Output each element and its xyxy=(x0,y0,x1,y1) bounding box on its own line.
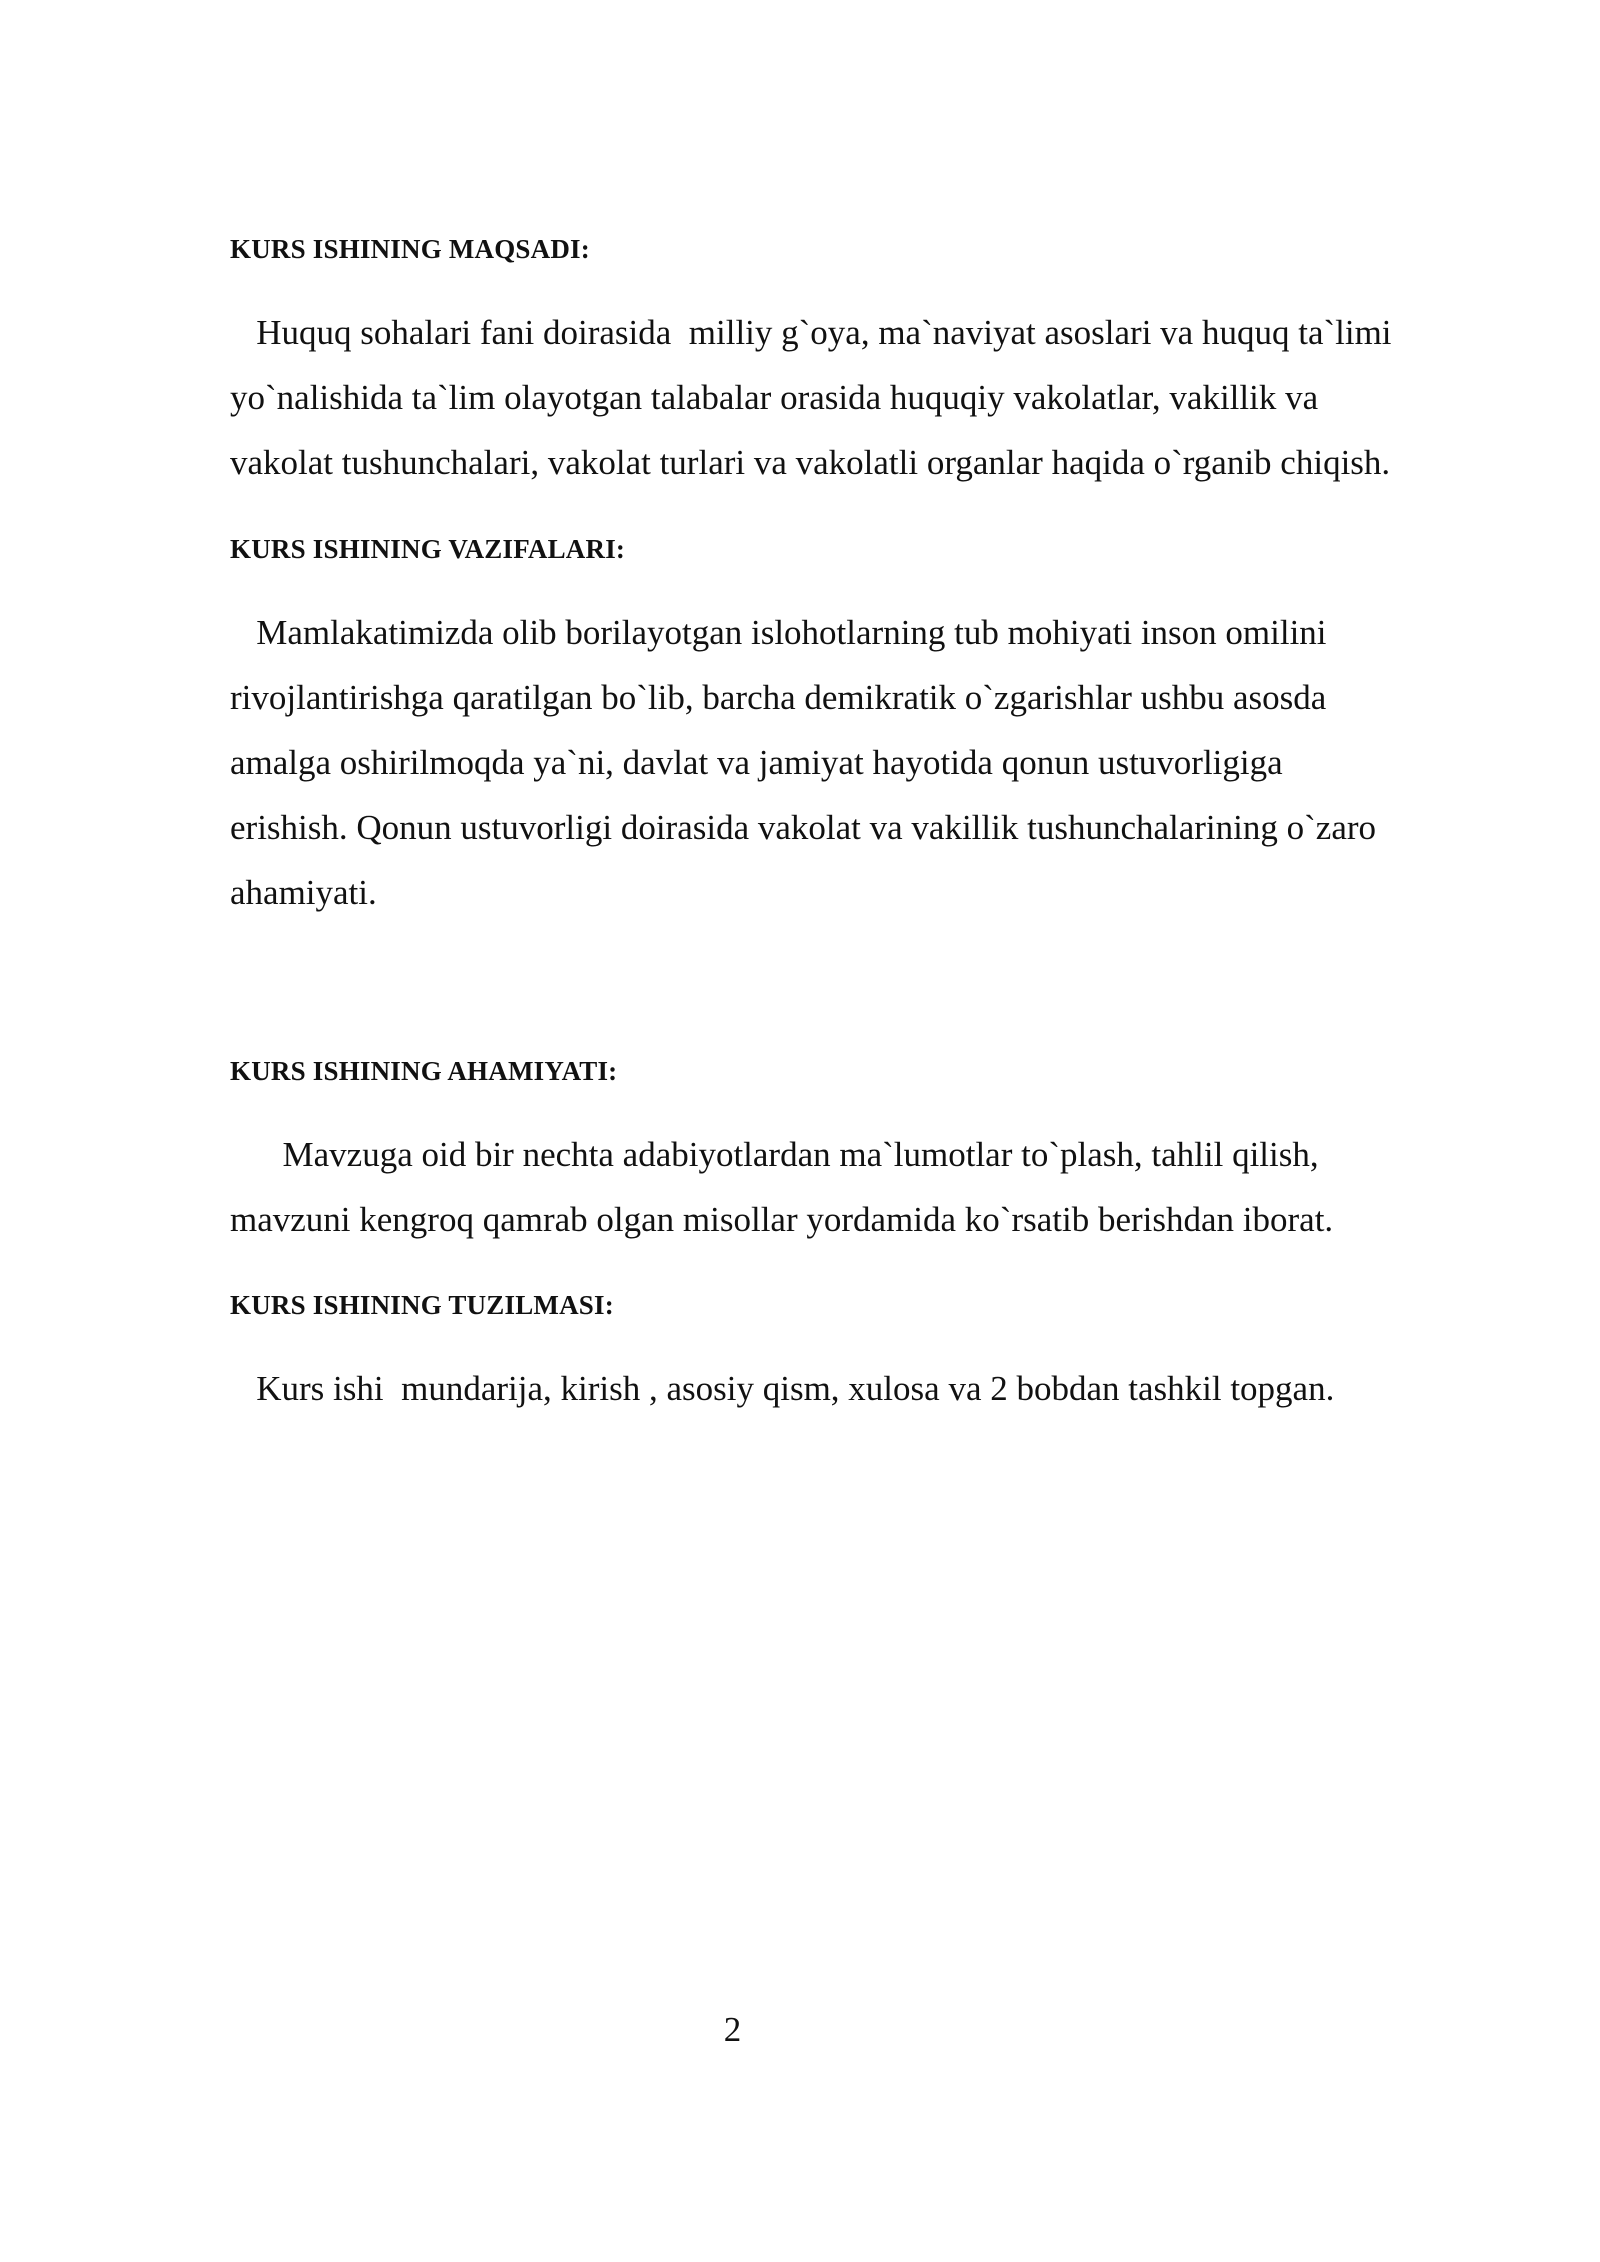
section-heading-vazifalari: KURS ISHINING VAZIFALARI: xyxy=(230,534,626,564)
paragraph-line: Kurs ishi mundarija, kirish , asosiy qism, xulosa va 2 bobdan tashkil topgan. xyxy=(230,1369,1335,1408)
page-number: 2 xyxy=(723,2010,742,2049)
paragraph-line: Huquq sohalari fani doirasida milliy g`oya, ma`naviyat asoslari va huquq ta`limi xyxy=(230,313,1392,352)
section-body-ahamiyati xyxy=(230,1122,1500,1252)
paragraph-line: Mamlakatimizda olib borilayotgan islohotlarning tub mohiyati inson omilini xyxy=(230,613,1327,652)
paragraph-line: Mavzuga oid bir nechta adabiyotlardan ma`lumotlar to`plash, tahlil qilish, xyxy=(230,1135,1319,1174)
paragraph-line: rivojlantirishga qaratilgan bo`lib, barcha demikratik o`zgarishlar ushbu asosda xyxy=(230,678,1327,717)
paragraph-line: mavzuni kengroq qamrab olgan misollar yordamida ko`rsatib berishdan iborat. xyxy=(230,1200,1334,1239)
section-body-tuzilmasi xyxy=(230,1356,1500,1421)
paragraph-line: vakolat tushunchalari, vakolat turlari va vakolatli organlar haqida o`rganib chiqish. xyxy=(230,443,1391,482)
paragraph-line: yo`nalishida ta`lim olayotgan talabalar orasida huquqiy vakolatlar, vakillik va xyxy=(230,378,1319,417)
section-body-maqsadi xyxy=(230,300,1500,495)
section-body-vazifalari xyxy=(230,600,1500,925)
paragraph-line: ahamiyati. xyxy=(230,873,377,912)
paragraph-line: amalga oshirilmoqda ya`ni, davlat va jamiyat hayotida qonun ustuvorligiga xyxy=(230,743,1283,782)
section-heading-ahamiyati: KURS ISHINING AHAMIYATI: xyxy=(230,1056,618,1086)
section-heading-maqsadi: KURS ISHINING MAQSADI: xyxy=(230,234,590,264)
section-heading-tuzilmasi: KURS ISHINING TUZILMASI: xyxy=(230,1290,614,1320)
paragraph-line: erishish. Qonun ustuvorligi doirasida vakolat va vakillik tushunchalarining o`zaro xyxy=(230,808,1377,847)
